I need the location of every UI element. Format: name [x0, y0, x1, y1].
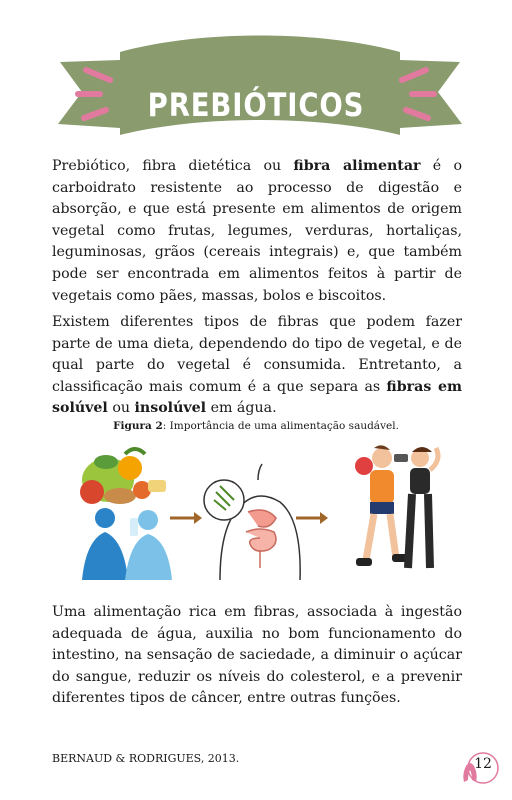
- page-number-badge: [456, 746, 500, 790]
- arrow-icon: [296, 512, 328, 524]
- paragraph-prebiotic-definition: Prebiótico, fibra dietética ou fibra alimentar é o carboidrato resistente ao processo de digestão e absorção, e que está presente em alimentos de origem vegetal como frutas, legumes, verduras, hortaliças, leguminosas, grãos (cereais integrais) e, que também pode ser encontrada em alimentos feitos à partir de vegetais como pães, massas, bolos e biscoitos.: [52, 158, 462, 304]
- paragraph-fiber-types: Existem diferentes tipos de fibras que podem fazer parte de uma dieta, dependendo do tipo de vegetal, e de qual parte do vegetal é consumida. Entretanto, a classificação mais comum é a que separa as fibras em solúvel ou insolúvel em água.: [52, 314, 462, 417]
- digestive-system-illustration: [204, 464, 300, 580]
- paragraph-fiber-benefits: Uma alimentação rica em fibras, associada à ingestão adequada de água, auxilia no bom funcionamento do intestino, na sensação de saciedade, a diminuir o açúcar do sangue, reduzir os níveis do colesterol, e a prevenir diferentes tipos de câncer, entre outras funções.: [52, 604, 462, 707]
- reference-citation: BERNAUD & RODRIGUES, 2013.: [52, 752, 240, 765]
- fitness-couple-illustration: [355, 445, 438, 568]
- arrow-icon: [170, 512, 202, 524]
- drinking-water-illustration: [82, 508, 172, 580]
- ribbon-banner: [0, 0, 512, 150]
- page-number: 12: [474, 756, 492, 772]
- page-title: PREBIÓTICOS: [147, 86, 365, 124]
- food-illustration: [80, 449, 166, 504]
- healthy-eating-figure: [70, 440, 450, 590]
- title-banner: [0, 0, 512, 150]
- figure-caption: Figura 2: Importância de uma alimentação saudável.: [113, 420, 399, 432]
